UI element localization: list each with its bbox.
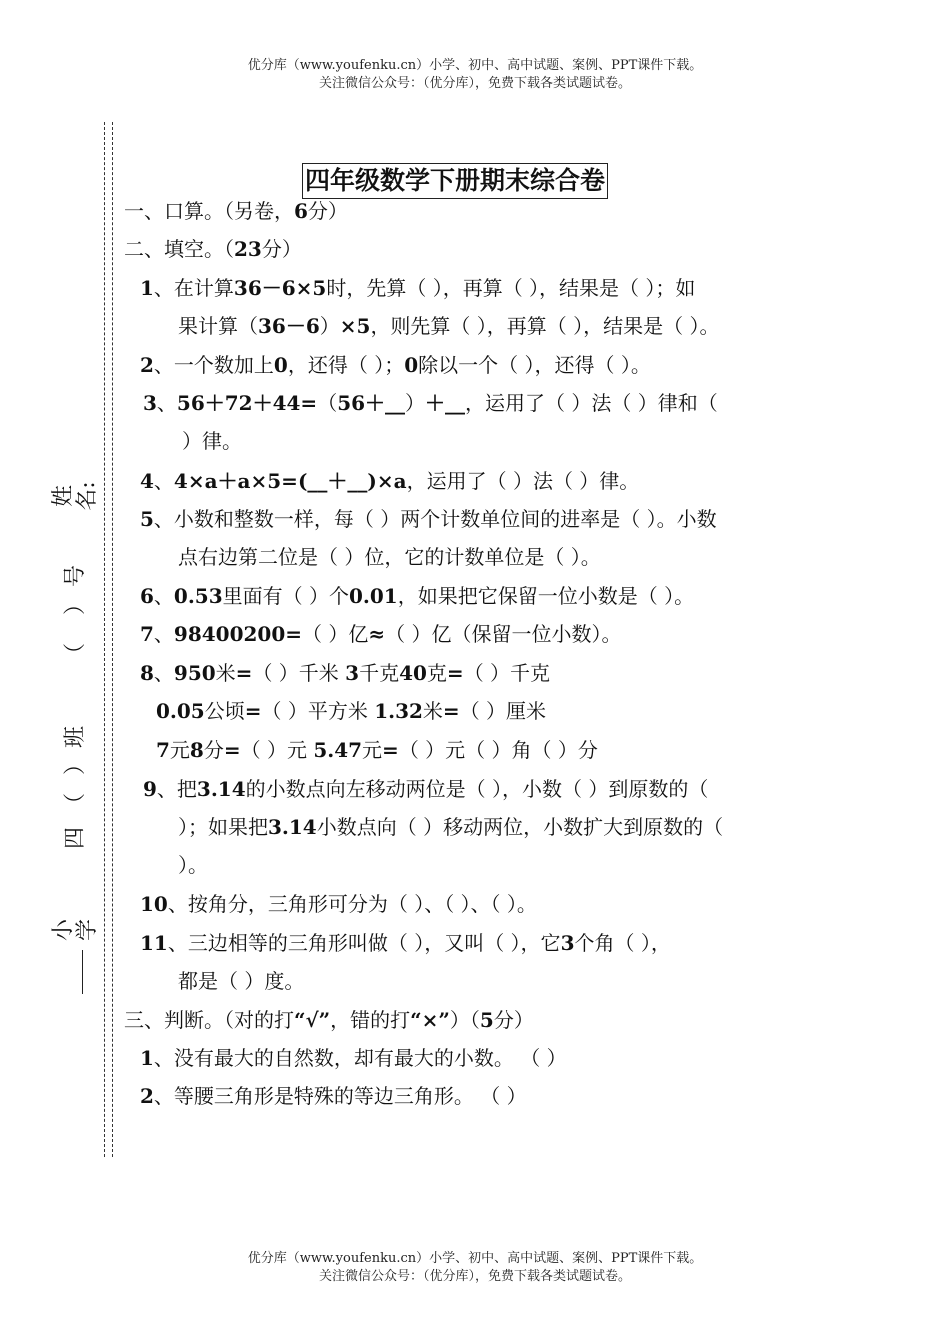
question-1-line-2: 果计算（36－6）×5，则先算（ ），再算（ ），结果是（ ）。 [178, 314, 720, 338]
side-school-label: 小学 [51, 919, 100, 942]
judge-question-1: 1、没有最大的自然数，却有最大的小数。 （ ） [140, 1046, 567, 1070]
question-3-line-1: 3、56＋72＋44=（56＋__）＋__，运用了（ ）法（ ）律和（ [143, 391, 718, 415]
question-3-line-2: ）律。 [182, 429, 242, 453]
question-7: 7、98400200=（ ）亿≈（ ）亿（保留一位小数）。 [140, 622, 622, 646]
section-3-heading: 三、判断。（对的打“√”，错的打“×”）（5分） [124, 1008, 534, 1032]
binding-dashed-line-inner [112, 122, 113, 1157]
question-9-line-1: 9、把3.14的小数点向左移动两位是（ ），小数（ ）到原数的（ [143, 777, 709, 801]
side-school-underline [82, 950, 83, 994]
question-5-line-1: 5、小数和整数一样，每（ ）两个计数单位间的进率是（ ）。小数 [140, 507, 717, 531]
question-11-line-2: 都是（ ）度。 [178, 969, 305, 993]
page-header [0, 57, 950, 93]
question-2: 2、一个数加上0，还得（ ）；0除以一个（ ），还得（ ）。 [140, 353, 651, 377]
question-9-line-2: ）；如果把3.14小数点向（ ）移动两位，小数扩大到原数的（ [178, 815, 724, 839]
section-1-heading: 一、口算。（另卷，6分） [124, 199, 348, 223]
side-grade-label: 四 [63, 827, 88, 850]
footer-line-2: 关注微信公众号：（优分库），免费下载各类试题试卷。 [318, 1269, 631, 1284]
side-number-label: 号 [63, 565, 88, 588]
question-11-line-1: 11、三边相等的三角形叫做（ ），又叫（ ），它3个角（ ）， [140, 931, 671, 955]
question-8-line-2: 0.05公顷=（ ）平方米 1.32米=（ ）厘米 [156, 699, 547, 723]
question-4: 4、4×a＋a×5=(__＋__)×a，运用了（ ）法（ ）律。 [140, 469, 640, 493]
question-8-line-1: 8、950米=（ ）千米 3千克40克=（ ）千克 [140, 661, 551, 685]
question-5-line-2: 点右边第二位是（ ）位，它的计数单位是（ ）。 [178, 545, 601, 569]
side-paren-close-2: ） [63, 753, 88, 776]
question-10: 10、按角分，三角形可分为（ ）、（ ）、（ ）。 [140, 892, 537, 916]
question-6: 6、0.53里面有（ ）个0.01，如果把它保留一位小数是（ ）。 [140, 584, 695, 608]
side-paren-open-1: （ [63, 643, 88, 666]
footer-line-1: 优分库（www.youfenku.cn）小学、初中、高中试题、案例、PPT课件下载。 [247, 1251, 703, 1266]
section-2-heading: 二、填空。（23分） [124, 237, 302, 261]
header-line-2: 关注微信公众号：（优分库），免费下载各类试题试卷。 [318, 76, 631, 91]
page-footer [0, 1250, 950, 1286]
question-1-line-1: 1、在计算36－6×5时，先算（ ），再算（ ），结果是（ ）；如 [140, 276, 696, 300]
side-paren-close-1: ） [63, 593, 88, 616]
binding-dashed-line-outer [104, 122, 105, 1157]
judge-question-2: 2、等腰三角形是特殊的等边三角形。 （ ） [140, 1084, 527, 1108]
question-9-line-3: ）。 [178, 853, 208, 877]
header-line-1: 优分库（www.youfenku.cn）小学、初中、高中试题、案例、PPT课件下载。 [247, 58, 703, 73]
side-paren-open-2: （ [63, 793, 88, 816]
exam-title: 四年级数学下册期末综合卷 [302, 163, 608, 199]
question-8-line-3: 7元8分=（ ）元 5.47元=（ ）元（ ）角（ ）分 [156, 738, 598, 762]
side-name-label: 姓名: [51, 481, 100, 511]
side-class-label: 班 [63, 726, 88, 749]
student-info-column [51, 440, 100, 1000]
